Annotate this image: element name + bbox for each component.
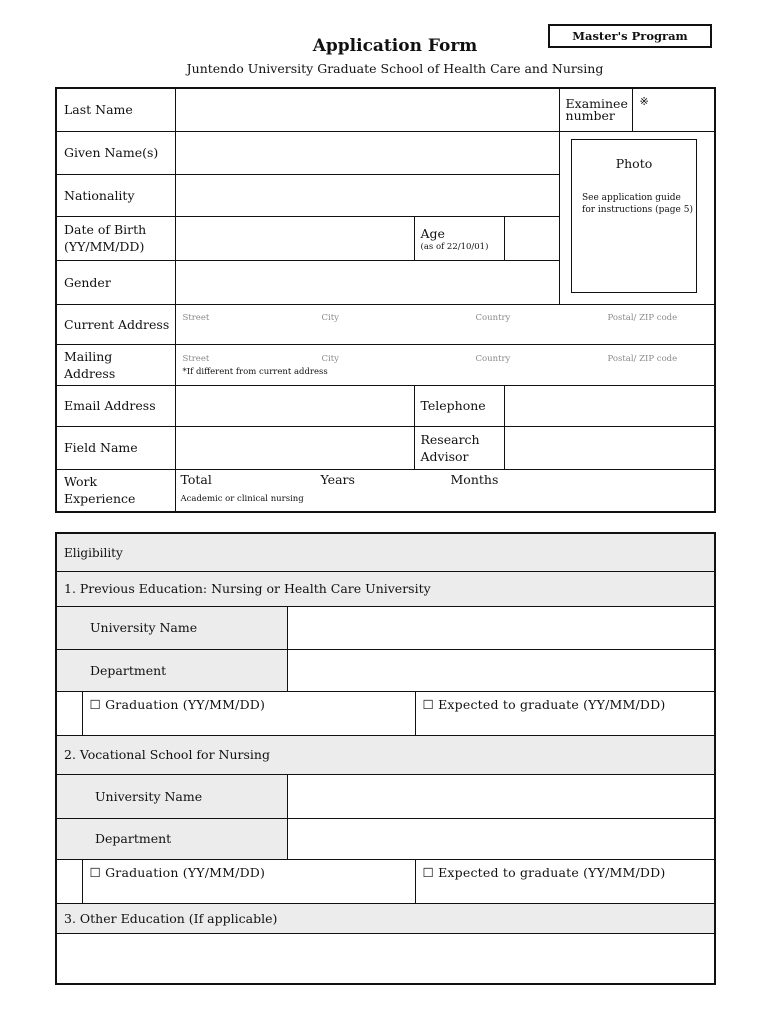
field-name-field[interactable]: [175, 426, 414, 469]
city-hint: City: [321, 313, 339, 323]
eligibility-table: [55, 532, 716, 985]
telephone-field[interactable]: [504, 385, 715, 426]
department-field[interactable]: [287, 818, 715, 859]
work-years-label: Years: [320, 472, 355, 488]
given-name-label: Given Name(s): [56, 131, 175, 174]
eligibility-title: Eligibility: [56, 533, 715, 571]
age-field[interactable]: [504, 216, 559, 260]
last-name-label: Last Name: [56, 88, 175, 131]
telephone-label: Telephone: [414, 385, 504, 426]
last-name-field[interactable]: [175, 88, 559, 131]
given-name-field[interactable]: [175, 131, 559, 174]
mailing-address-label: Mailing Address: [56, 344, 175, 385]
section-other-education: 3. Other Education (If applicable): [56, 903, 715, 933]
university-name-field[interactable]: [287, 774, 715, 818]
field-name-label: Field Name: [56, 426, 175, 469]
graduation-checkbox[interactable]: ☐ Graduation (YY/MM/DD): [82, 691, 415, 735]
age-label: Age (as of 22/10/01): [414, 216, 504, 260]
page-title: Application Form: [312, 36, 478, 56]
department-label: Department: [56, 818, 287, 859]
section1-spacer: [56, 691, 82, 735]
nationality-field[interactable]: [175, 174, 559, 216]
postal-hint: Postal/ ZIP code: [607, 353, 678, 364]
work-experience-field[interactable]: [175, 469, 715, 512]
email-label: Email Address: [56, 385, 175, 426]
university-name-label: University Name: [56, 606, 287, 649]
street-hint: Street: [182, 353, 210, 364]
current-address-label: Current Address: [56, 304, 175, 344]
work-experience-label: Work Experience: [56, 469, 175, 512]
research-advisor-label: Research Advisor: [414, 426, 504, 469]
work-months-label: Months: [450, 472, 499, 488]
date-of-birth-label: Date of Birth (YY/MM/DD): [56, 216, 175, 260]
department-label: Department: [56, 649, 287, 691]
university-name-field[interactable]: [287, 606, 715, 649]
postal-hint: Postal/ ZIP code: [607, 313, 678, 323]
section2-spacer: [56, 859, 82, 903]
work-total-label: Total: [180, 472, 212, 488]
street-hint: Street: [182, 313, 210, 323]
expected-graduation-checkbox[interactable]: ☐ Expected to graduate (YY/MM/DD): [415, 691, 715, 735]
research-advisor-field[interactable]: [504, 426, 715, 469]
other-education-field[interactable]: [56, 933, 715, 984]
program-badge: Master's Program: [548, 24, 712, 48]
gender-label: Gender: [56, 260, 175, 304]
current-address-field[interactable]: [175, 304, 715, 344]
photo-box: [571, 139, 697, 293]
mailing-address-field[interactable]: [175, 344, 715, 385]
page-subtitle: Juntendo University Graduate School of Health Care and Nursing: [186, 61, 604, 76]
city-hint: City: [321, 353, 339, 364]
mailing-note: *If different from current address: [182, 366, 328, 377]
email-field[interactable]: [175, 385, 414, 426]
examinee-number-label: Examinee number: [559, 88, 632, 131]
photo-note: See application guide for instructions (page 5): [582, 193, 693, 215]
nationality-label: Nationality: [56, 174, 175, 216]
photo-title: Photo: [615, 156, 653, 171]
work-note: Academic or clinical nursing: [180, 494, 304, 505]
section-vocational-school: 2. Vocational School for Nursing: [56, 735, 715, 774]
section-previous-education: 1. Previous Education: Nursing or Health Care University: [56, 571, 715, 606]
university-name-label: University Name: [56, 774, 287, 818]
country-hint: Country: [475, 313, 511, 323]
department-field[interactable]: [287, 649, 715, 691]
country-hint: Country: [475, 353, 511, 364]
date-of-birth-field[interactable]: [175, 216, 414, 260]
graduation-checkbox[interactable]: ☐ Graduation (YY/MM/DD): [82, 859, 415, 903]
examinee-number-field: ※: [632, 88, 715, 131]
gender-field[interactable]: [175, 260, 559, 304]
expected-graduation-checkbox[interactable]: ☐ Expected to graduate (YY/MM/DD): [415, 859, 715, 903]
